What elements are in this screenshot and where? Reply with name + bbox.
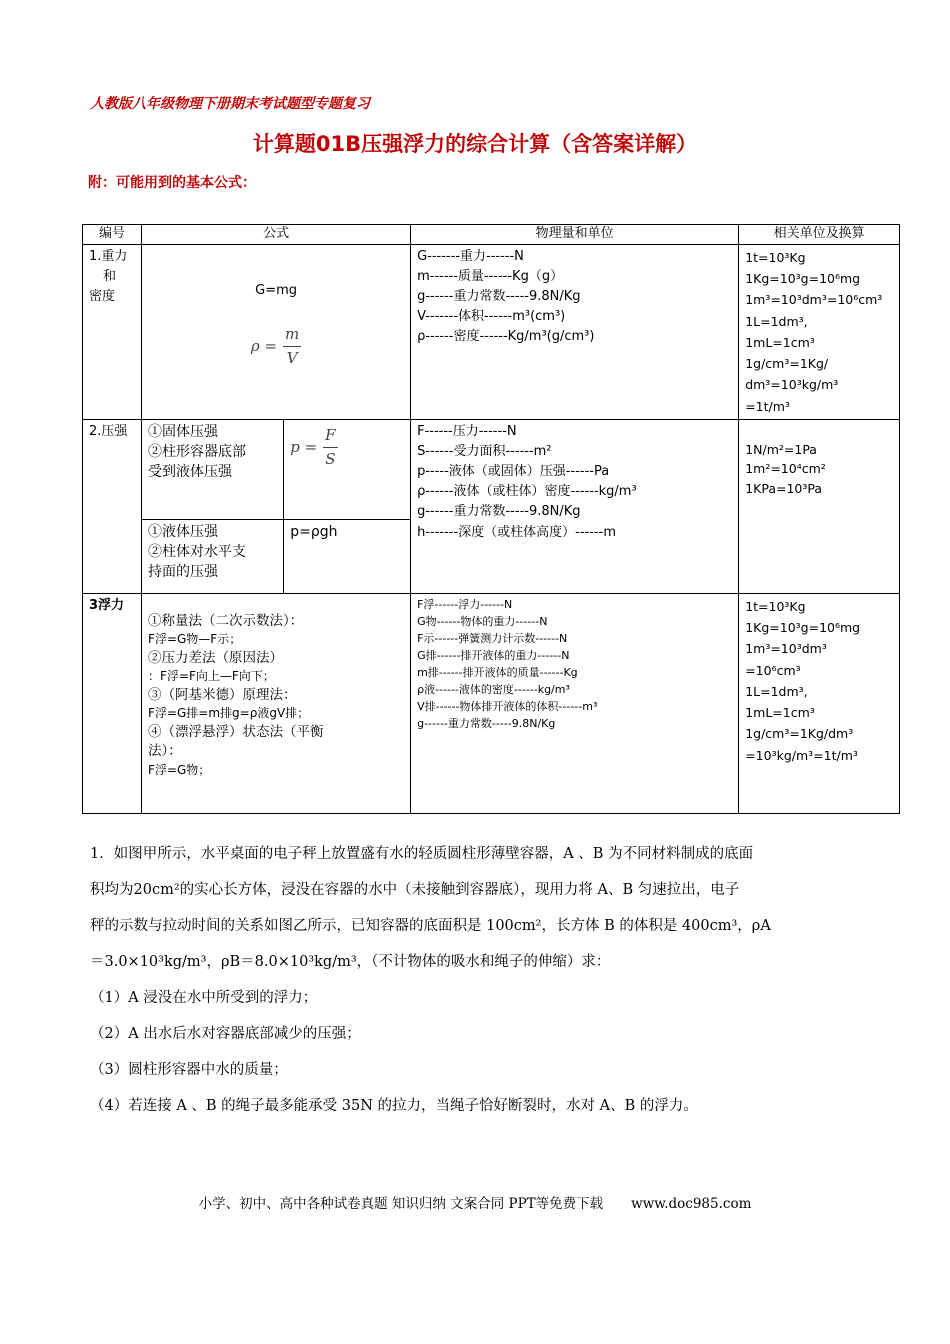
formula-cell	[142, 244, 411, 419]
quantity-line: h-------深度（或柱体高度）------m	[417, 524, 616, 540]
unit-line: 1t=10³Kg	[745, 598, 806, 614]
case-line: 受到液体压强	[148, 464, 233, 481]
quantity-line: g------重力常数-----9.8N/Kg	[417, 504, 581, 520]
case-line: ②柱形容器底部	[148, 444, 247, 461]
method-cell	[142, 593, 411, 813]
unit-line: 1mL=1cm³	[745, 705, 815, 721]
quantity-cell	[411, 419, 739, 593]
table-row-pressure-a	[83, 419, 900, 519]
unit-line: 1g/cm³=1Kg/	[745, 356, 829, 372]
method-line: ：F浮=F向上—F向下；	[148, 669, 275, 684]
unit-line: 1KPa=10³Pa	[745, 480, 823, 496]
method-line: F浮=G物—F示；	[148, 632, 242, 647]
quantity-line: F示------弹簧测力计示数------N	[417, 631, 568, 645]
unit-line: 1Kg=10³g=10⁶mg	[745, 271, 861, 287]
quantity-cell	[411, 244, 739, 419]
quantity-line: G物------物体的重力------N	[417, 614, 548, 628]
formula-density	[251, 323, 301, 371]
problem-line: 积均为20cm²的实心长方体，浸没在容器的水中（未接触到容器底），现用力将 A、B 匀速拉出，电子	[90, 882, 740, 898]
quantity-line: S------受力面积------m²	[417, 443, 552, 459]
formula-gravity: G=mg	[255, 282, 298, 298]
problem-line: （2）A 出水后水对容器底部减少的压强；	[90, 1026, 361, 1042]
case-line: ①固体压强	[148, 423, 219, 440]
case-line: ②柱体对水平支	[148, 544, 247, 561]
footer-text: 小学、初中、高中各种试卷真题 知识归纳 文案合同 PPT等免费下载	[198, 1196, 604, 1212]
unit-line: 1mL=1cm³	[745, 334, 815, 350]
unit-line: 1L=1dm³,	[745, 313, 808, 329]
quantity-line: g------重力常数-----9.8N/Kg	[417, 717, 556, 731]
method-line: F浮=G物；	[148, 762, 211, 777]
formula-numerator: F	[323, 424, 337, 448]
unit-cell	[739, 593, 900, 813]
formula-denominator: V	[286, 349, 298, 368]
quantity-line: p-----液体（或固体）压强------Pa	[417, 464, 610, 480]
formula-table	[82, 224, 900, 814]
case-line: 持面的压强	[148, 564, 219, 581]
quantity-line: F浮------浮力------N	[417, 597, 513, 611]
row-label: 2.压强	[83, 419, 142, 593]
document-subtitle: 人教版八年级物理下册期末考试题型专题复习	[90, 96, 370, 112]
header-cell: 编号	[83, 225, 142, 245]
label-line: 密度	[89, 289, 116, 305]
unit-line: 1m³=10³dm³=10⁶cm³	[745, 292, 883, 308]
method-line: ③（阿基米德）原理法：	[148, 686, 297, 703]
case-cell	[142, 419, 284, 519]
table-header-row	[83, 225, 900, 245]
formula-lhs: p =	[290, 437, 318, 456]
problem-line: （4）若连接 A 、B 的绳子最多能承受 35N 的拉力，当绳子恰好断裂时，水对 A、B 的浮力。	[90, 1098, 698, 1114]
unit-line: =10⁶cm³	[745, 662, 801, 678]
method-line: F浮=G排=m排g=ρ液gV排；	[148, 706, 310, 721]
quantity-line: G排------排开液体的重力------N	[417, 648, 570, 662]
appendix-heading: 附：可能用到的基本公式：	[88, 175, 256, 191]
table-row-gravity-density	[83, 244, 900, 419]
problem-statement	[90, 836, 870, 1124]
formula-cell	[284, 419, 411, 519]
quantity-line: ρ------密度------Kg/m³(g/cm³)	[417, 329, 595, 345]
unit-line: 1L=1dm³,	[745, 683, 808, 699]
header-cell: 公式	[142, 225, 411, 245]
method-line: ②压力差法（原因法）	[148, 649, 284, 666]
label-line: 1.重力	[89, 248, 128, 264]
quantity-line: V-------体积------m³(cm³)	[417, 309, 566, 325]
formula-lhs: ρ =	[250, 337, 278, 356]
unit-line: 1Kg=10³g=10⁶mg	[745, 620, 861, 636]
unit-line: =10³kg/m³=1t/m³	[745, 747, 858, 763]
problem-line: ＝3.0×10³kg/m³，ρB＝8.0×10³kg/m³，（不计物体的吸水和绳子的伸缩）求：	[90, 954, 611, 970]
unit-cell	[739, 244, 900, 419]
problem-line: （1）A 浸没在水中所受到的浮力；	[90, 990, 318, 1006]
row-label: 3浮力	[83, 593, 142, 813]
case-cell	[142, 519, 284, 593]
quantity-line: m------质量------Kg（g）	[417, 268, 564, 284]
document-title: 计算题01B压强浮力的综合计算（含答案详解）	[252, 132, 698, 156]
row-label	[83, 244, 142, 419]
page-footer	[0, 1192, 950, 1212]
quantity-line: m排------排开液体的质量------Kg	[417, 666, 578, 680]
quantity-line: V排------物体排开液体的体积------m³	[417, 700, 598, 714]
formula-numerator: m	[283, 323, 301, 347]
quantity-line: ρ液------液体的密度------kg/m³	[417, 683, 570, 697]
unit-line: 1m²=10⁴cm²	[745, 461, 826, 477]
header-cell: 相关单位及换算	[739, 225, 900, 245]
label-line: 和	[103, 268, 117, 284]
quantity-line: F------压力------N	[417, 423, 517, 439]
unit-line: 1t=10³Kg	[745, 249, 806, 265]
method-line: ①称量法（二次示数法）：	[148, 612, 304, 629]
unit-line: 1m³=10³dm³	[745, 641, 827, 657]
formula-cell: p=ρgh	[284, 519, 411, 593]
formula-denominator: S	[325, 450, 336, 469]
problem-line: 秤的示数与拉动时间的关系如图乙所示，已知容器的底面积是 100cm²，长方体 B 的体积是 400cm³，ρA	[90, 918, 771, 934]
unit-line: dm³=10³kg/m³	[745, 377, 839, 393]
unit-line: 1N/m²=1Pa	[745, 441, 817, 457]
problem-line: （3）圆柱形容器中水的质量；	[90, 1062, 288, 1078]
footer-site-link[interactable]: www.doc985.com	[631, 1196, 752, 1212]
unit-line: 1g/cm³=1Kg/dm³	[745, 726, 854, 742]
quantity-line: G-------重力------N	[417, 248, 524, 264]
table-row-buoyancy	[83, 593, 900, 813]
case-line: ①液体压强	[148, 523, 219, 540]
method-line: 法）：	[148, 743, 182, 760]
quantity-line: g------重力常数-----9.8N/Kg	[417, 289, 581, 305]
formula-pressure	[290, 424, 337, 472]
quantity-line: ρ------液体（或柱体）密度------kg/m³	[417, 484, 637, 500]
method-line: ④（漂浮悬浮）状态法（平衡	[148, 723, 324, 740]
header-cell: 物理量和单位	[411, 225, 739, 245]
problem-line: 1．如图甲所示，水平桌面的电子秤上放置盛有水的轻质圆柱形薄壁容器，A 、B 为不同材料制成的底面	[90, 846, 754, 862]
unit-line: =1t/m³	[745, 398, 790, 414]
quantity-cell	[411, 593, 739, 813]
unit-cell	[739, 419, 900, 593]
